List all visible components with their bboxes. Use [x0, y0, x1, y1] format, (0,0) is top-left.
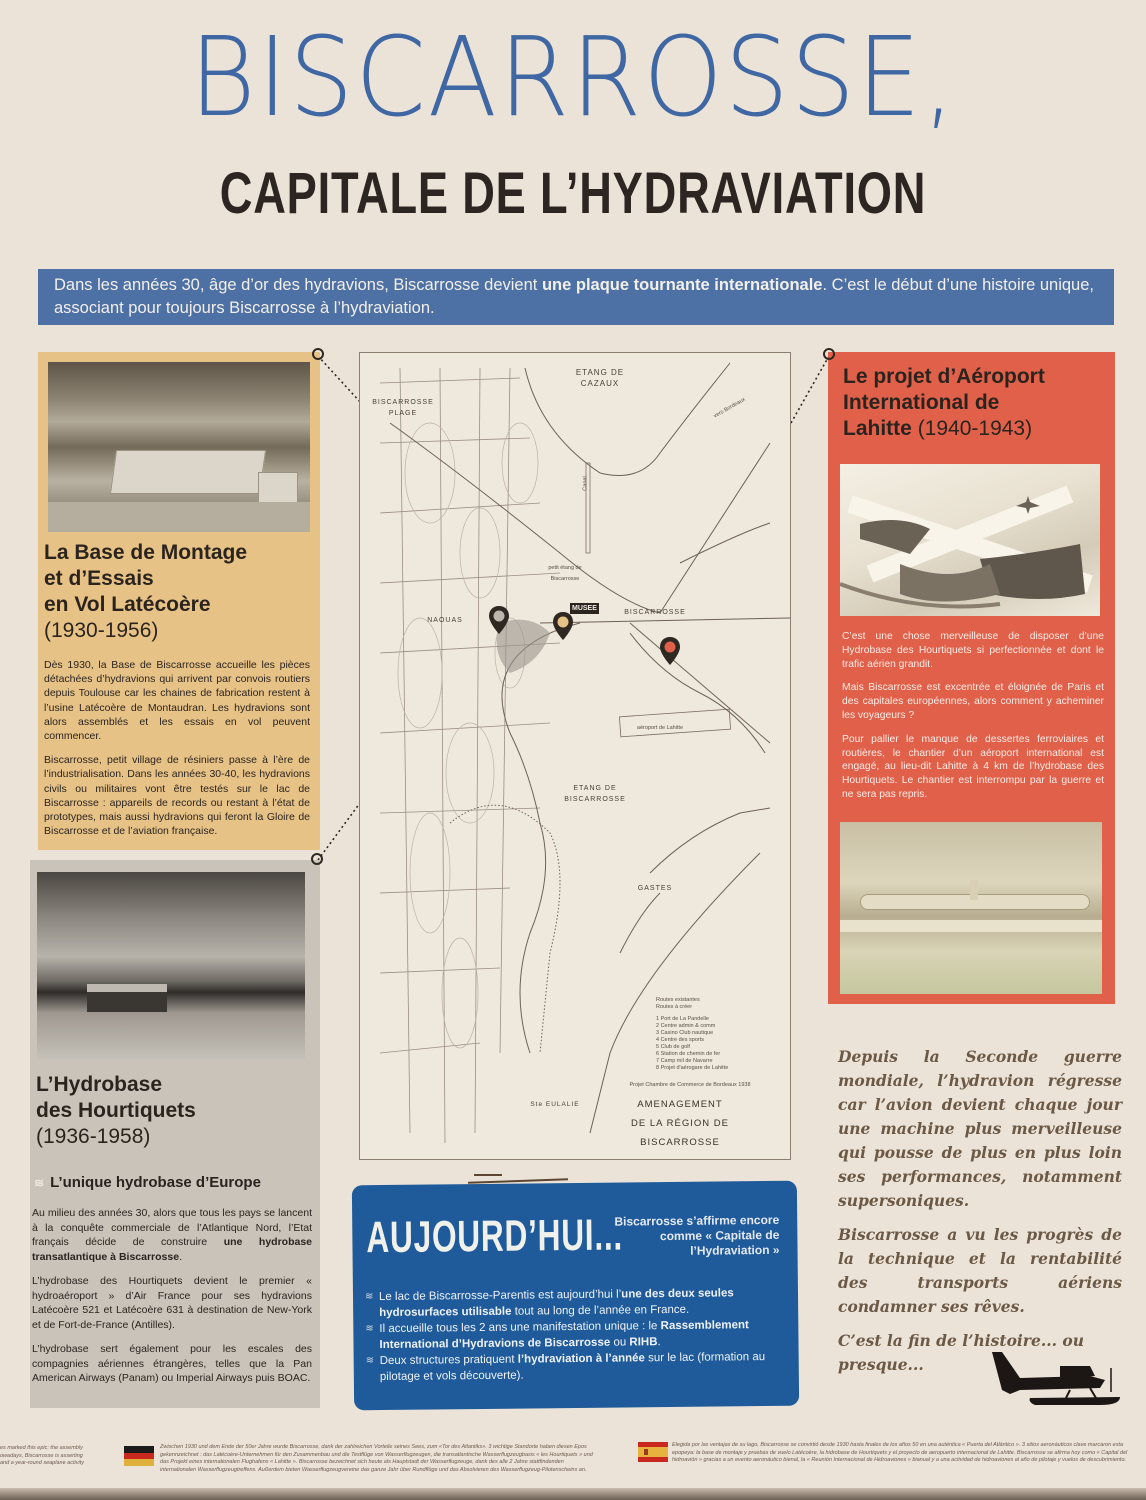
musee-badge: MUSEE: [572, 605, 597, 612]
text: tout au long de l’année en France.: [511, 1303, 690, 1318]
heading-line: Lahitte: [843, 417, 912, 440]
historic-map: [359, 352, 791, 1160]
map-label-naouas: NAOUAS: [427, 617, 463, 624]
legend-item: 1 Port de La Pandelle: [656, 1016, 709, 1022]
intro-bold-text: une plaque tournante internationale: [541, 276, 823, 294]
today-list-item: [366, 1349, 791, 1385]
connector-dot: [311, 853, 323, 865]
heading-line: L’Hydrobase: [36, 1073, 163, 1096]
today-list-item: [365, 1317, 790, 1353]
intro-text-end: . C’est le début d’une histoire unique, associant pour toujours Biscarrosse à l’hydraviation.: [54, 276, 1094, 317]
panel-years: (1936-1958): [36, 1125, 151, 1148]
text: .: [657, 1336, 661, 1349]
legend-item: 3 Casino Club nautique: [656, 1030, 714, 1036]
heading-line: International de: [843, 391, 1000, 414]
map-label-plage: BISCARROSSE PLAGE: [372, 399, 434, 417]
heading-line: des Hourtiquets: [36, 1099, 196, 1122]
panel-hourtiquets-body: [32, 1206, 312, 1396]
text: Il accueille tous les 2 ans une manifestation unique : le: [379, 1320, 661, 1336]
seaplane-silhouette-icon: [990, 1350, 1125, 1410]
paragraph: [32, 1206, 312, 1264]
wave-bullet-icon: ≋: [34, 1176, 45, 1190]
connector-dot: [823, 348, 835, 360]
legend-item: 4 Centre des sports: [656, 1037, 704, 1043]
bold-text: l’hydraviation à l’année: [517, 1352, 645, 1366]
bold-text: une des deux seules hydrosurfaces utilisable: [379, 1287, 734, 1320]
text: Deux structures pratiquent: [379, 1353, 518, 1368]
map-title-line: DE LA RÉGION DE: [631, 1118, 729, 1129]
bold-text: une hydrobase transatlantique à Biscarrosse: [32, 1236, 313, 1263]
bold-text: Rassemblement International d’Hydravions de Biscarrosse: [379, 1319, 749, 1352]
panel-latecoere-heading: [44, 540, 247, 644]
text: sur le lac (formation au pilotage et vols découverte).: [379, 1351, 766, 1384]
map-legend: [656, 997, 776, 1072]
paragraph: L’hydrobase des Hourtiquets devient le premier « hydroaéroport » d’Air France pour ses hydravions Latécoère 521 et Latécoère 631 à destination de New-York et de Fort-de-France (Antilles).: [32, 1275, 312, 1331]
german-flag-icon: [124, 1446, 154, 1466]
legend-route: Routes existantes: [656, 997, 700, 1003]
footer-spanish-text: Elegida por las ventajas de su lago, Biscarrosse se convirtió desde 1930 hasta finales de los años 50 en una auténtica « Puerta del Atlántico ». 3 sitios aeronáuticos clave marcaron esta epopeya: la base de montaje y pruebas de vuelo Latécoère, la hidrobase de Hourtiquets y el proyecto de aeropuerto internacional de Lahitte. Biscarrosse se afirma hoy como « Capital del hidroavión » gracias a un evento aeronáutico bienal, la « Reunión Internacional de Hidroaviones » bianual y a una actividad de hidroaviones al año de pilotaje y vuelos de descubrimiento.: [672, 1442, 1128, 1463]
paragraph: Biscarrosse, petit village de résiniers passe à l’ère de l’industrialisation. Dans les années 30-40, les hydravions civils ou militaires vont être testés sur le lac de Biscarrosse : appareils de records ou restant à l’état de prototypes, mais aussi hydravions qui feront la Gloire de Biscarrosse et de l’aviation française.: [44, 754, 310, 838]
drawing-lahitte-terminal: [840, 822, 1102, 994]
map-title: [615, 1095, 745, 1152]
subheading-text: L’unique hydrobase d’Europe: [50, 1174, 261, 1191]
page-subtitle: CAPITALE DE L’HYDRAVIATION: [219, 161, 927, 226]
map-pin-hourtiquets-icon[interactable]: [488, 605, 510, 635]
text: Le lac de Biscarrosse-Parentis est aujourd’hui l’: [378, 1288, 622, 1304]
paragraph: Mais Biscarrosse est excentrée et éloignée de Paris et des capitales européennes, alors comment y acheminer les voyageurs ?: [842, 682, 1104, 721]
today-panel: [352, 1181, 799, 1411]
map-pin-latecoere-icon[interactable]: [552, 611, 574, 641]
map-label-canal: Canal: [582, 476, 589, 491]
panel-hourtiquets-heading: [36, 1072, 196, 1150]
bottom-edge: [0, 1488, 1146, 1500]
paragraph: C’est une chose merveilleuse de disposer d’une Hydrobase des Hourtiquets si perfectionnée et dont le trafic aérien grandit.: [842, 631, 1104, 670]
photo-latecoere-hangar: [48, 362, 310, 532]
legend-item: 6 Station de chemin de fer: [656, 1051, 721, 1057]
map-project-note: Projet Chambre de Commerce de Bordeaux 1938: [629, 1082, 751, 1088]
heading-line: Le projet d’Aéroport: [843, 365, 1045, 388]
paragraph: L’hydrobase sert également pour les escales des compagnies aériennes étrangères, telles que la Pan American Airways (Panam) ou Imperial Airways puis BOAC.: [32, 1343, 312, 1384]
footer-german-text: Zwischen 1930 und dem Ende der 50er Jahre wurde Biscarrosse, dank der zahlreichen Vorteile seines Sees, zum «Tor des Atlantiks». 3 wichtige Standorte haben diesen Epos gekennzeichnet : das Latécoère-Unternehmen für den Zusammenbau und die Testflüge von Wasserflugzeugen, die transatlantische Wasserflugzeugbasis « les Hourtiquets » und das Projekt eines internationalen Flughafens « Lahitte ». Biscarrosse bezeichnet sich heute als Hauptstadt der Wasserflugzeuge, dank des alle 2 Jahre stattfindenden internationalen Wasserflugzeugtreffens. Außerdem bieten Wasserflugzeugvereine das ganze Jahr über Rundflüge und das Absolvieren des Wasserflugzeug-Pilotenscheins an.: [160, 1444, 593, 1473]
map-label-cazaux: ETANG DE CAZAUX: [575, 368, 625, 388]
map-label-vers-bordeaux: vers Bordeaux: [712, 396, 747, 420]
decorative-line: [474, 1174, 502, 1176]
map-title-line: AMENAGEMENT: [637, 1099, 723, 1110]
panel-years: (1940-1943): [917, 417, 1033, 440]
panel-latecoere-body: [44, 658, 310, 848]
legend-item: 7 Camp mil de Navarre: [656, 1058, 713, 1064]
paragraph: Pour pallier le manque de dessertes ferroviaires et routières, le chantier d’un aéroport international est engagé, au lieu-dit Lahitte à 4 km de l’hydrobase des Hourtiquets. Le chantier est interrompu par la guerre et ne sera pas repris.: [842, 733, 1104, 800]
panel-years: (1930-1956): [44, 619, 159, 642]
paragraph: Biscarrosse a vu les progrès de la technique et la rentabilité des transports aériens condamner ses rêves.: [838, 1225, 1122, 1316]
panel-lahitte-heading: [843, 364, 1045, 442]
map-label-biscarrosse: BISCARROSSE: [624, 609, 686, 616]
legend-route: Routes à créer: [656, 1004, 693, 1010]
legend-item: 2 Centre admin & comm: [656, 1023, 716, 1029]
drawing-lahitte-airport: [840, 464, 1100, 616]
panel-hourtiquets-subheading: [34, 1174, 261, 1191]
hangar-shape: [110, 450, 266, 494]
conclusion-text: [838, 1045, 1122, 1387]
footer-english-text: es marked this epic: the assembly owadays, Biscarrosse is asserting and a year-round seaplane activity: [0, 1445, 84, 1466]
spanish-flag-icon: [638, 1442, 668, 1462]
text: .: [179, 1250, 182, 1263]
paragraph: Dès 1930, la Base de Biscarrosse accueille les pièces détachées d’hydravions qui arrivent par convois routiers depuis Toulouse car les chaines de fabrication restent à l’usine Latécoère de Montaudran. Les hydravions sont alors assemblés et les essais en vol peuvent commencer.: [44, 659, 310, 743]
hangar-annex: [258, 472, 298, 506]
photo-shore: [48, 502, 310, 532]
legend-item: 8 Projet d'aérogare de Lahitte: [656, 1065, 729, 1071]
map-label-etang-biscarrosse: ETANG DE BISCARROSSE: [564, 785, 626, 803]
panel-lahitte-body: [842, 630, 1104, 812]
text: ou: [610, 1336, 630, 1349]
panel-hourtiquets: [30, 860, 320, 1408]
paragraph: C’est la fin de l’histoire... ou presque...: [838, 1331, 1085, 1374]
panel-latecoere: [38, 352, 320, 850]
photo-hourtiquets-hydrobase: [37, 872, 305, 1060]
panel-lahitte: [828, 352, 1115, 1004]
map-label-petit-etang: petit étang de Biscarrosse: [548, 565, 582, 582]
heading-line: La Base de Montage: [44, 541, 248, 564]
connector-dot: [312, 348, 324, 360]
legend-item: 5 Club de golf: [656, 1044, 690, 1050]
today-list-item: [365, 1285, 790, 1321]
today-tagline: Biscarrosse s’affirme encore comme « Capitale de l’Hydraviation »: [614, 1212, 780, 1258]
today-title: AUJOURD’HUI...: [366, 1210, 624, 1263]
hydrobase-hangar: [87, 984, 167, 1012]
intro-text: Dans les années 30, âge d’or des hydravions, Biscarrosse devient: [54, 276, 542, 294]
map-label-gastes: GASTES: [637, 885, 673, 892]
text: Au milieu des années 30, alors que tous les pays se lancent à la conquête commerciale de l’Atlantique Nord, l’Etat français décide de construire: [32, 1207, 312, 1248]
page-title: BISCARROSSE,: [189, 13, 957, 141]
bold-text: RIHB: [629, 1336, 658, 1349]
paragraph: Depuis la Seconde guerre mondiale, l’hydravion régresse car l’avion devient chaque jour une machine plus merveilleuse qui pousse de plus en plus loin ses performances, notamment supersoniques.: [838, 1047, 1122, 1210]
terminal-tower: [970, 880, 978, 900]
heading-line: et d’Essais: [44, 567, 154, 590]
map-label-ste-eulalie: Ste EULALIE: [530, 1101, 580, 1108]
map-title-line: BISCARROSSE: [640, 1137, 720, 1148]
today-list: [365, 1285, 791, 1385]
airport-sketch: [840, 464, 1100, 616]
terminal-apron: [840, 920, 1102, 932]
map-label-aeroport: aéroport de Lahitte: [636, 725, 684, 731]
heading-line: en Vol Latécoère: [44, 593, 211, 616]
map-pin-lahitte-icon[interactable]: [659, 636, 681, 666]
